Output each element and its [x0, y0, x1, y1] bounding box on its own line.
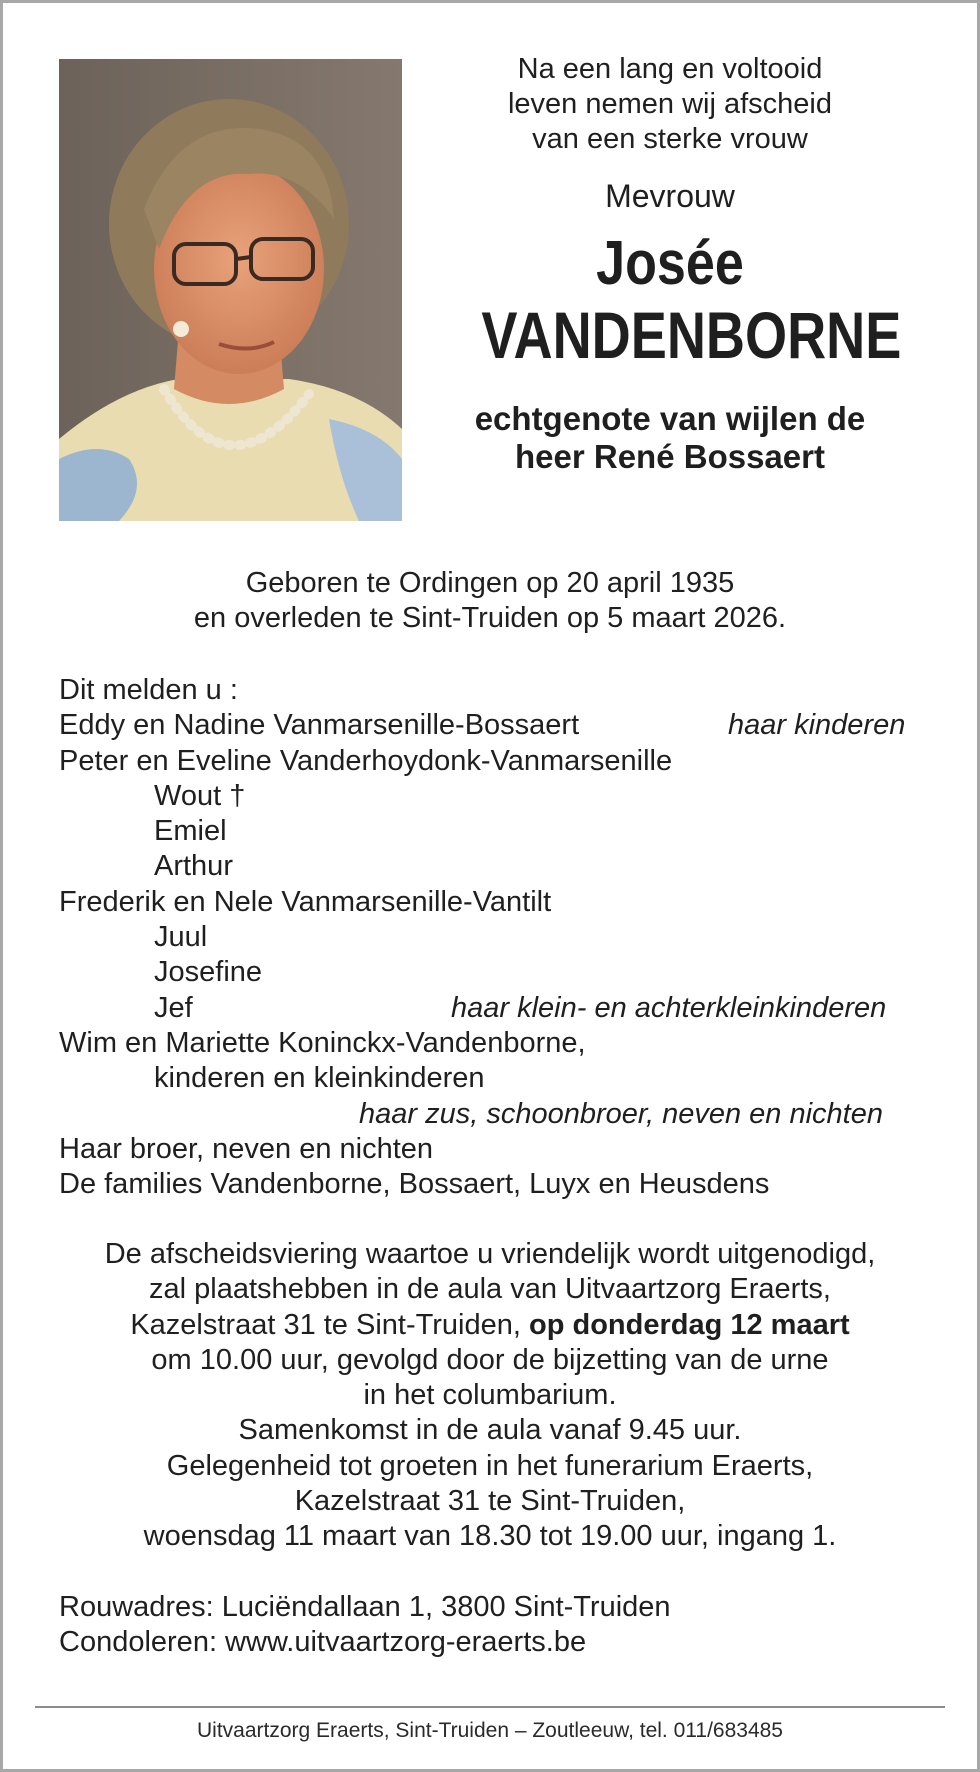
ceremony-line: zal plaatshebben in de aula van Uitvaartzorg Eraerts, [149, 1273, 831, 1306]
mourning-address: Rouwadres: Luciëndallaan 1, 3800 Sint-Truiden [59, 1591, 671, 1623]
list-item-text: Peter en Eveline Vanderhoydonk-Vanmarsenille [59, 744, 673, 777]
born-line: Geboren te Ordingen op 20 april 1935 [245, 567, 735, 599]
last-name: VANDENBORNE [481, 298, 902, 372]
list-item [59, 1097, 929, 1132]
list-item [59, 849, 929, 884]
intro-line: van een sterke vrouw [532, 123, 808, 155]
list-item [59, 779, 929, 814]
ceremony-address: Kazelstraat 31 te Sint-Truiden, [130, 1308, 529, 1341]
list-item [59, 1061, 929, 1096]
list-item [59, 673, 929, 708]
ceremony-line: Samenkomst in de aula vanaf 9.45 uur. [238, 1414, 742, 1447]
spouse-text [440, 400, 900, 476]
intro-line: Na een lang en voltooid [517, 53, 823, 85]
ceremony-line [0, 1308, 980, 1343]
footer-divider [35, 1706, 945, 1708]
list-item [59, 1167, 929, 1202]
spouse-line: echtgenote van wijlen de [474, 400, 866, 437]
list-item-text: De families Vandenborne, Bossaert, Luyx en Heusdens [59, 1168, 770, 1201]
list-item-text: Wout † [154, 779, 246, 812]
list-item [59, 744, 929, 779]
contact-block [59, 1590, 671, 1660]
list-item-text: Eddy en Nadine Vanmarsenille-Bossaert [59, 709, 580, 742]
died-line: en overleden te Sint-Truiden op 5 maart 2026. [193, 602, 787, 634]
first-name: Josée [596, 229, 744, 298]
list-item [59, 885, 929, 920]
condolence-link[interactable]: Condoleren: www.uitvaartzorg-eraerts.be [59, 1626, 587, 1658]
list-item-text: Jef [154, 991, 193, 1024]
relation-label: haar klein- en achterkleinkinderen [451, 991, 887, 1024]
list-item-text: Frederik en Nele Vanmarsenille-Vantilt [59, 885, 552, 918]
relation-label: haar zus, schoonbroer, neven en nichten [359, 1097, 883, 1130]
ceremony-line: woensdag 11 maart van 18.30 tot 19.00 uur, ingang 1. [143, 1520, 837, 1553]
list-item-text: Emiel [154, 815, 227, 848]
ceremony-line: Gelegenheid tot groeten in het funerarium Eraerts, [166, 1449, 814, 1482]
spouse-line: heer René Bossaert [515, 438, 825, 475]
ceremony-text [0, 1237, 980, 1555]
birth-death-text [0, 566, 980, 636]
list-item-text: kinderen en kleinkinderen [154, 1062, 485, 1095]
list-item [59, 1132, 929, 1167]
list-item-text: Dit melden u : [59, 674, 238, 706]
list-item [59, 920, 929, 955]
list-item [59, 991, 929, 1026]
list-item [59, 708, 929, 743]
ceremony-line: Kazelstraat 31 te Sint-Truiden, [294, 1485, 686, 1518]
ceremony-line: om 10.00 uur, gevolgd door de bijzetting van de urne [151, 1343, 829, 1376]
ceremony-date: op donderdag 12 maart [529, 1308, 850, 1341]
salutation: Mevrouw [605, 178, 735, 214]
list-item [59, 1026, 929, 1061]
list-item-text: Josefine [154, 956, 263, 989]
announcement-list [59, 673, 929, 1202]
footer-text: Uitvaartzorg Eraerts, Sint-Truiden – Zoutleeuw, tel. 011/683485 [197, 1719, 783, 1742]
list-item-text: Wim en Mariette Koninckx-Vandenborne, [59, 1026, 586, 1059]
list-item [59, 955, 929, 990]
intro-line: leven nemen wij afscheid [507, 88, 832, 120]
list-item-text: Haar broer, neven en nichten [59, 1132, 434, 1165]
list-item [59, 814, 929, 849]
relation-label: haar kinderen [728, 709, 906, 742]
list-item-text: Arthur [154, 850, 233, 883]
portrait-photo [59, 59, 402, 521]
ceremony-line: in het columbarium. [363, 1379, 617, 1412]
intro-text [440, 52, 900, 157]
ceremony-line: De afscheidsviering waartoe u vriendelijk wordt uitgenodigd, [104, 1238, 876, 1270]
list-item-text: Juul [154, 921, 208, 954]
header-block [440, 52, 900, 476]
